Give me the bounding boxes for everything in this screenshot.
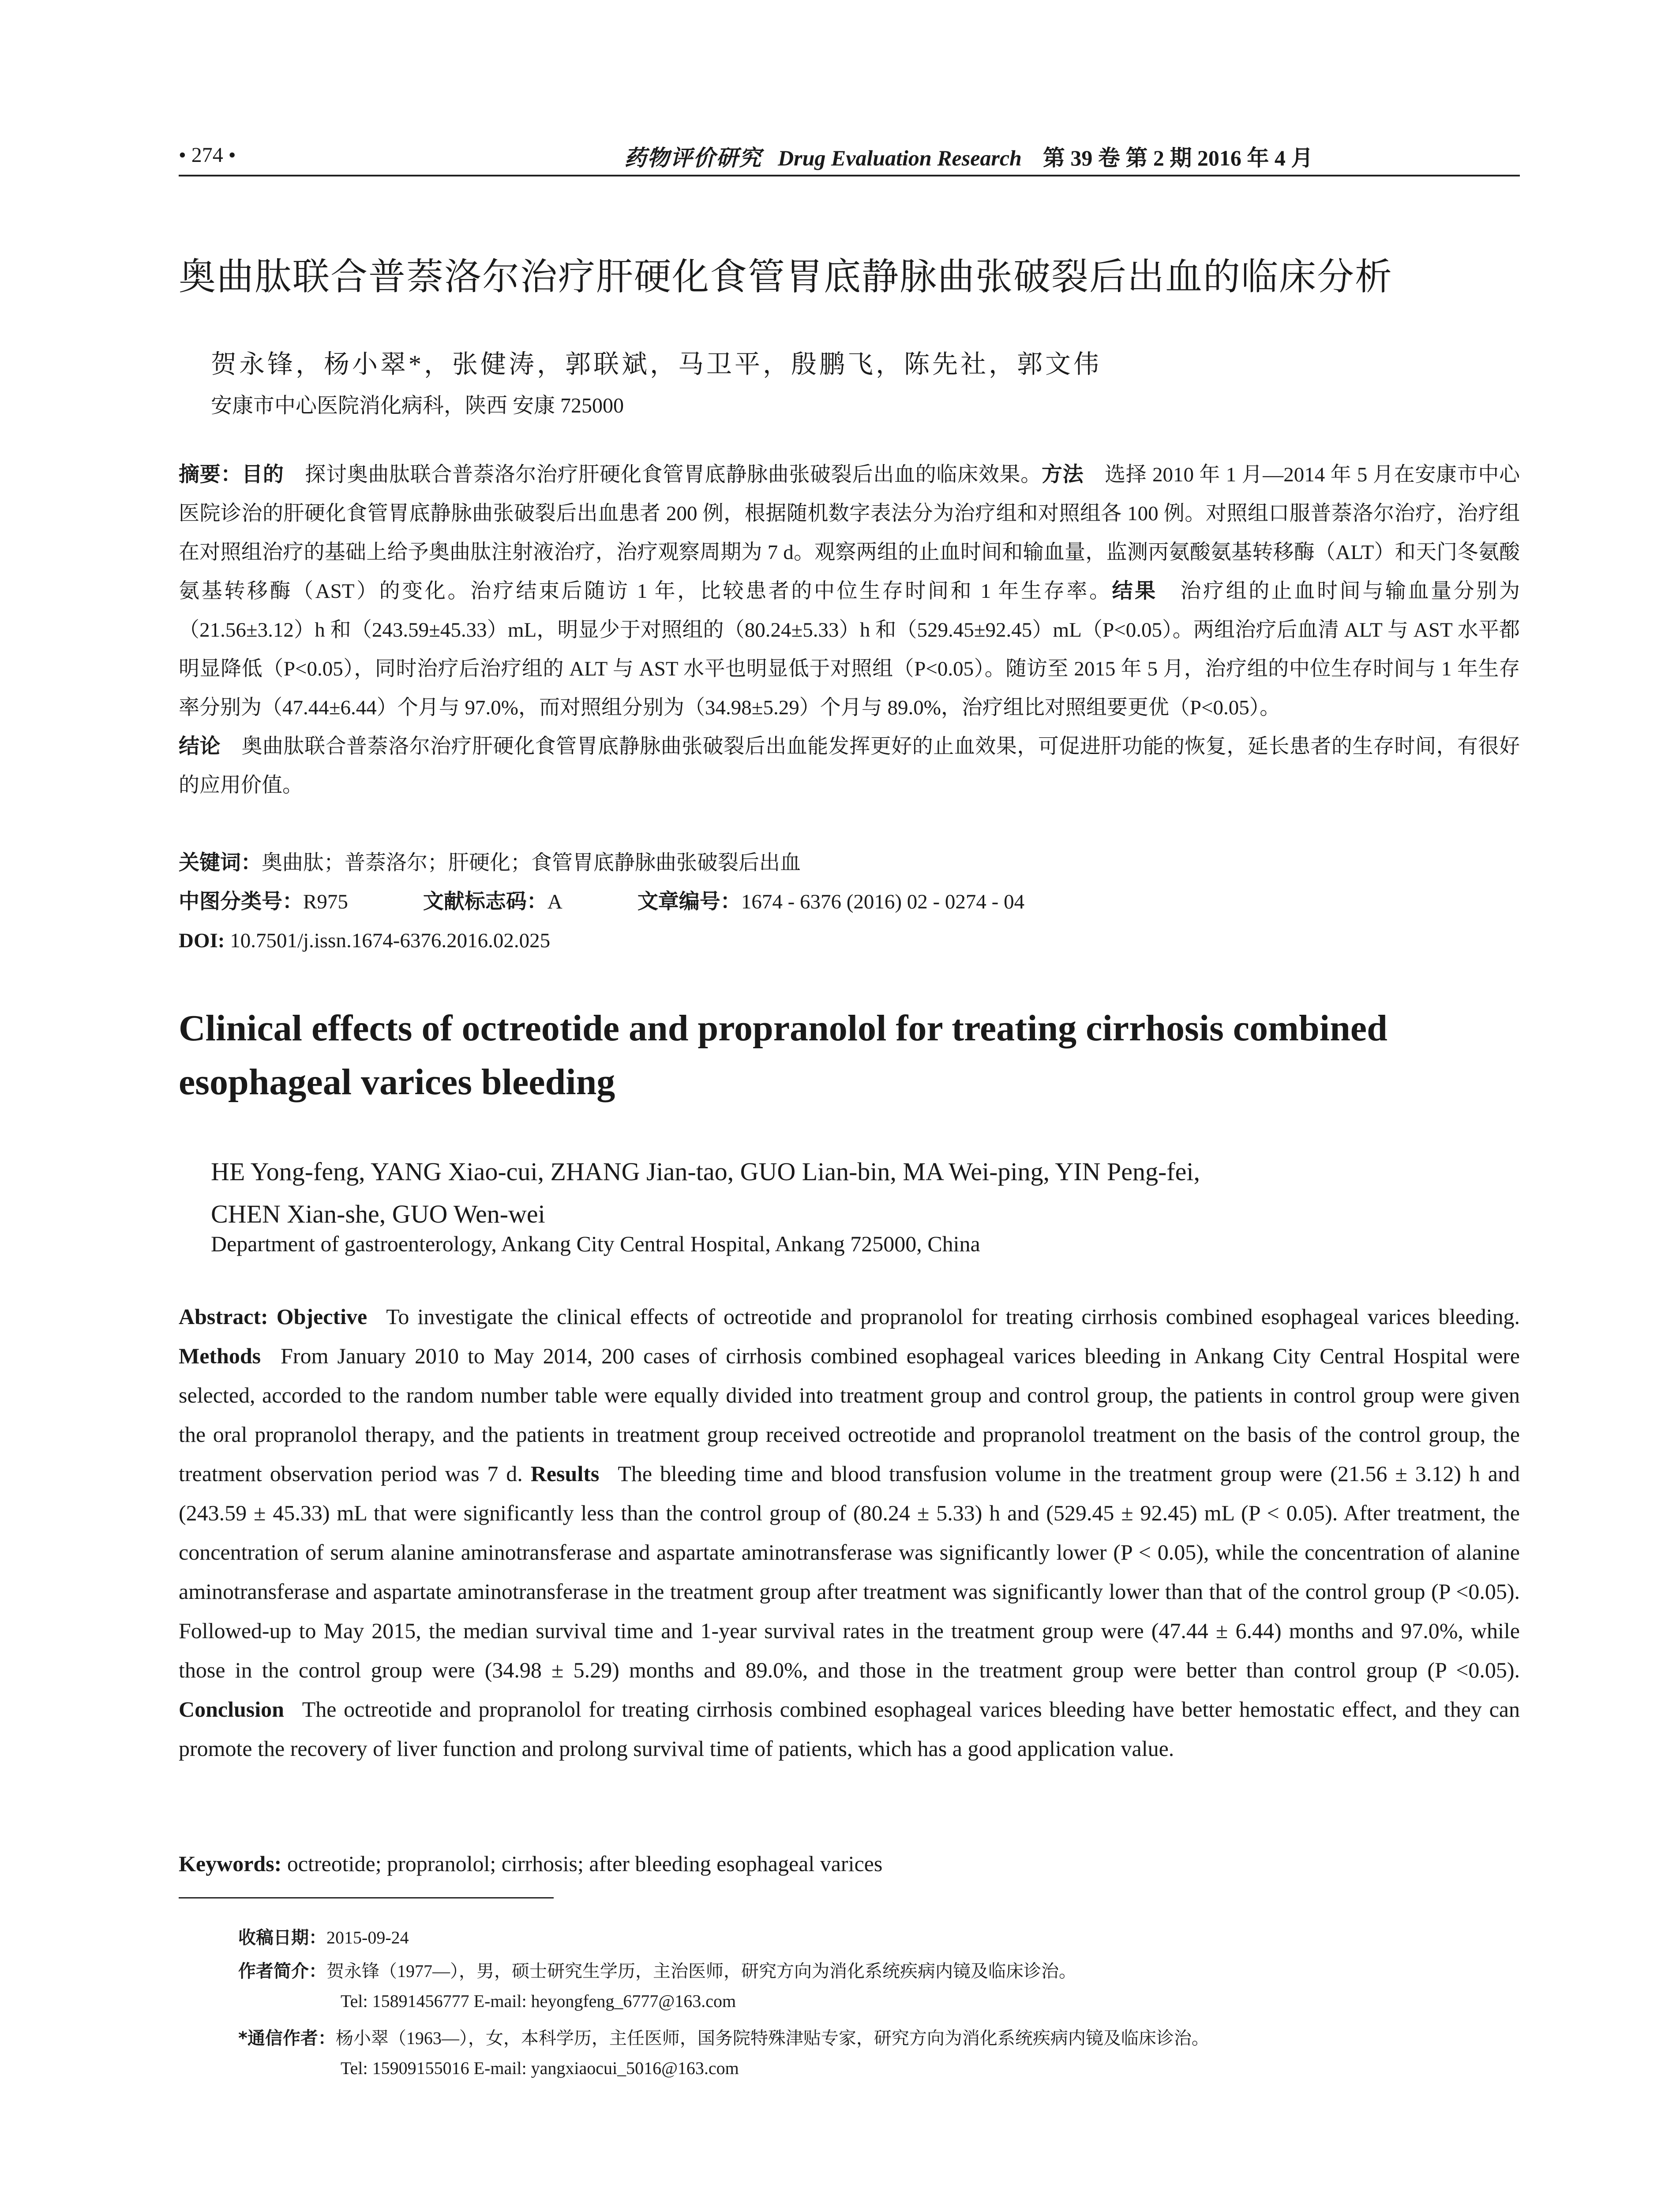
footnote-divider — [179, 1897, 554, 1898]
article-number-value: 1674 - 6376 (2016) 02 - 0274 - 04 — [741, 890, 1025, 913]
en-results-label: Results — [530, 1461, 600, 1486]
corresponding-label: *通信作者： — [238, 2028, 336, 2048]
keywords-text: 奥曲肽；普萘洛尔；肝硬化；食管胃底静脉曲张破裂后出血 — [262, 852, 801, 874]
en-methods-label: Methods — [179, 1343, 261, 1368]
en-keywords-label: Keywords: — [179, 1851, 282, 1876]
chinese-title: 奥曲肽联合普萘洛尔治疗肝硬化食管胃底静脉曲张破裂后出血的临床分析 — [179, 255, 1393, 298]
methods-label: 方法 — [1041, 462, 1084, 487]
conclusion-label: 结论 — [179, 734, 221, 758]
english-keywords — [179, 1844, 1520, 1883]
chinese-keywords — [179, 844, 1520, 882]
en-keywords-text: octreotide; propranolol; cirrhosis; after bleeding esophageal varices — [287, 1851, 883, 1876]
clc-value: R975 — [303, 890, 348, 913]
english-affiliation: Department of gastroenterology, Ankang City Central Hospital, Ankang 725000, China — [211, 1231, 980, 1256]
en-conclusion-text: The octreotide and propranolol for treating cirrhosis combined esophageal varices bleeding have better hemostatic effect, and they can promote the recovery of liver function and prolong survival time of patients, which has a good application value. — [179, 1697, 1520, 1761]
results-label: 结果 — [1112, 579, 1158, 603]
journal-name: Drug Evaluation Research — [778, 146, 1022, 170]
footnote-author-contact: Tel: 15891456777 E-mail: heyongfeng_6777@163.com — [341, 1991, 736, 2011]
clc-label: 中图分类号： — [179, 889, 303, 914]
english-title: Clinical effects of octreotide and propranolol for treating cirrhosis combined esophageal varices bleeding — [179, 1008, 1388, 1103]
en-objective-label: Objective — [276, 1304, 368, 1329]
english-authors-line-2: CHEN Xian-she, GUO Wen-wei — [211, 1200, 545, 1228]
doi-value: 10.7501/j.issn.1674-6376.2016.02.025 — [230, 929, 551, 952]
footnote-corresponding — [238, 2024, 1209, 2049]
author-bio-text: 贺永锋（1977—），男，硕士研究生学历，主治医师，研究方向为消化系统疾病内镜及临床诊治。 — [326, 1961, 1076, 1981]
journal-logo: 药物评价研究 — [624, 146, 762, 170]
conclusion-text: 奥曲肽联合普萘洛尔治疗肝硬化食管胃底静脉曲张破裂后出血能发挥更好的止血效果，可促进肝功能的恢复，延长患者的生存时间，有很好的应用价值。 — [179, 735, 1520, 797]
en-results-text: The bleeding time and blood transfusion volume in the treatment group were (21.56 ± 3.12) h and (243.59 ± 45.33) mL that were significantly less than the control group of (80.24 ± 5.33) h and (529.45 ± 92.45) mL (P < 0.05). After treatment, the concentration of serum alanine aminotransferase and aspartate aminotransferase was significantly lower (P < 0.05), while the concentration of alanine aminotransferase and aspartate aminotransferase in the treatment group after treatment was significantly lower than that of the control group (P <0.05). Followed-up to May 2015, the median survival time and 1-year survival rates in the treatment group were (47.44 ± 6.44) months and 97.0%, while those in the control group were (34.98 ± 5.29) months and 89.0%, and those in the treatment group were better than control group (P <0.05). — [179, 1461, 1520, 1682]
english-authors — [211, 1151, 1490, 1235]
received-date: 2015-09-24 — [326, 1928, 409, 1947]
corresponding-text: 杨小翠（1963—），女，本科学历，主任医师，国务院特殊津贴专家，研究方向为消化系统疾病内镜及临床诊治。 — [335, 2028, 1209, 2048]
footnote-received — [238, 1924, 409, 1949]
en-methods-text: From January 2010 to May 2014, 200 cases of cirrhosis combined esophageal varices bleeding in Ankang City Central Hospital were selected, accorded to the random number table were equally divided into treatment group and control group, the patients in control group were given the oral propranolol therapy, and the patients in treatment group received octreotide and propranolol treatment on the basis of the control group, the treatment observation period was 7 d. — [179, 1343, 1520, 1486]
page-number: • 274 • — [179, 143, 236, 167]
received-label: 收稿日期： — [238, 1928, 326, 1948]
en-conclusion-label: Conclusion — [179, 1697, 284, 1722]
keywords-label: 关键词： — [179, 851, 262, 875]
doi-line — [179, 921, 1520, 960]
objective-label: 目的 — [242, 462, 284, 487]
objective-text: 探讨奥曲肽联合普萘洛尔治疗肝硬化食管胃底静脉曲张破裂后出血的临床效果。 — [304, 463, 1042, 486]
document-code-value: A — [547, 890, 562, 913]
abstract-label: 摘要： — [179, 462, 242, 487]
journal-issue: 第 39 卷 第 2 期 2016 年 4 月 — [1042, 146, 1313, 170]
article-number-label: 文章编号： — [637, 889, 741, 914]
english-abstract — [179, 1297, 1520, 1768]
document-code-label: 文献标志码： — [423, 889, 548, 914]
journal-reference — [624, 140, 1313, 172]
methods-text: 选择 2010 年 1 月—2014 年 5 月在安康市中心医院诊治的肝硬化食管胃底静脉曲张破裂后出血患者 200 例，根据随机数字表法分为治疗组和对照组各 100 例。对照组口服普萘洛尔治疗，治疗组在对照组治疗的基础上给予奥曲肽注射液治疗，治疗观察周期为 7 d。观察两组的止血时间和输血量，监测丙氨酸氨基转移酶（ALT）和天门冬氨酸氨基转移酶（AST）的变化。治疗结束后随访 1 年，比较患者的中位生存时间和 1 年生存率。 — [179, 463, 1520, 603]
en-objective-text: To investigate the clinical effects of octreotide and propranolol for treating cirrhosis combined esophageal varices bleeding. — [386, 1304, 1520, 1329]
results-text: 治疗组的止血时间与输血量分别为（21.56±3.12）h 和（243.59±45.33）mL，明显少于对照组的（80.24±5.33）h 和（529.45±92.45）mL（P<0.05）。两组治疗后血清 ALT 与 AST 水平都明显降低（P<0.05），同时治疗后治疗组的 ALT 与 AST 水平也明显低于对照组（P<0.05）。随访至 2015 年 5 月，治疗组的中位生存时间与 1 年生存率分别为（47.44±6.44）个月与 97.0%，而对照组分别为（34.98±5.29）个月与 89.0%，治疗组比对照组要更优（P<0.05）。 — [179, 580, 1520, 719]
classification-line — [179, 882, 1520, 921]
chinese-affiliation: 安康市中心医院消化病科，陕西 安康 725000 — [211, 394, 624, 417]
en-abstract-label: Abstract: — [179, 1304, 268, 1329]
author-bio-label: 作者简介： — [238, 1961, 326, 1981]
english-authors-line-1: HE Yong-feng, YANG Xiao-cui, ZHANG Jian-tao, GUO Lian-bin, MA Wei-ping, YIN Peng-fei, — [211, 1157, 1200, 1186]
running-header — [179, 140, 1520, 176]
footnote-author — [238, 1957, 1076, 1982]
chinese-abstract — [179, 455, 1520, 805]
chinese-authors: 贺永锋，杨小翠*，张健涛，郭联斌，马卫平，殷鹏飞，陈先社，郭文伟 — [211, 350, 1102, 379]
footnote-corresponding-contact: Tel: 15909155016 E-mail: yangxiaocui_5016@163.com — [341, 2058, 739, 2078]
doi-label: DOI: — [179, 929, 225, 952]
